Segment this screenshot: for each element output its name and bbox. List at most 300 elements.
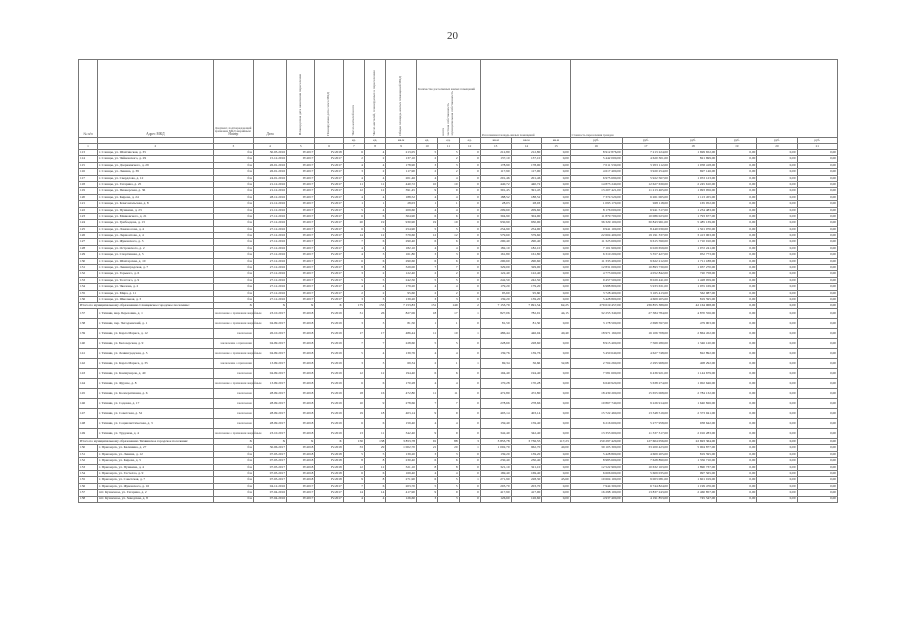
- table-cell: 144: [79, 379, 98, 389]
- table-cell: 5: [416, 277, 437, 283]
- table-cell: 0,00: [757, 258, 797, 264]
- table-cell: 12: [365, 188, 386, 194]
- table-cell: 5: [416, 150, 437, 156]
- table-cell: IV.2017: [315, 490, 343, 496]
- table-cell: 27.12.2016: [253, 284, 286, 290]
- table-cell: 0,00: [797, 319, 837, 329]
- table-cell: 12: [365, 233, 386, 239]
- address-cell: г. Сланцы, ул. Чкалова, д. 2: [97, 284, 213, 290]
- column-number-cell: 12: [459, 144, 480, 150]
- table-cell: 0: [459, 220, 480, 226]
- table-cell: б/н: [213, 252, 253, 258]
- table-cell: 0,00: [542, 451, 570, 457]
- table-cell: заключение о признании аварийным: [213, 349, 253, 359]
- header-residents-plan: [365, 60, 386, 138]
- table-cell: 24.01.2016: [253, 175, 286, 181]
- table-cell: IV.2017: [315, 213, 343, 219]
- table-cell: 3 165 413,00: [622, 290, 669, 296]
- table-cell: б/н: [213, 169, 253, 175]
- table-cell: 04.09.2017: [253, 319, 286, 329]
- table-cell: 0,00: [797, 379, 837, 389]
- table-cell: 2: [416, 290, 437, 296]
- table-cell: 230,40: [511, 458, 542, 464]
- table-row: [79, 429, 838, 439]
- table-cell: 6 975 690,00: [570, 175, 622, 181]
- table-cell: 745 547,00: [669, 496, 716, 502]
- table-cell: 0,00: [542, 379, 570, 389]
- table-cell: 9 003 081,00: [622, 477, 669, 483]
- table-cell: 230,40: [386, 458, 417, 464]
- table-cell: IV.2018: [315, 464, 343, 470]
- table-cell: 146: [79, 399, 98, 409]
- table-cell: заключение: [213, 389, 253, 399]
- subtotal-cell: X: [315, 439, 343, 445]
- table-cell: IV.2018: [287, 339, 315, 349]
- address-cell: г. Приозерск, ул. Жуковского, д. 16: [97, 483, 213, 489]
- table-cell: 137,10: [511, 156, 542, 162]
- table-cell: IV.2017: [287, 483, 315, 489]
- table-cell: б/н: [213, 207, 253, 213]
- table-cell: 2: [365, 169, 386, 175]
- table-cell: 16 298 100,00: [570, 490, 622, 496]
- table-cell: IV.2018: [287, 419, 315, 429]
- table-cell: 2: [343, 156, 364, 162]
- table-cell: IV.2017: [315, 496, 343, 502]
- table-cell: 6: [365, 258, 386, 264]
- address-cell: г. Тихвин, ул. Трудовая, д. 4: [97, 429, 213, 439]
- table-cell: 116: [79, 169, 98, 175]
- column-number-cell: 20: [757, 144, 797, 150]
- table-cell: IV.2017: [287, 156, 315, 162]
- table-cell: 938 642,00: [669, 419, 716, 429]
- table-cell: IV.2017: [287, 265, 315, 271]
- table-cell: 0,00: [717, 162, 757, 168]
- table-cell: 4: [365, 496, 386, 502]
- subtotal-cell: 3 853,78: [386, 439, 417, 445]
- table-cell: 0,00: [757, 233, 797, 239]
- table-cell: 1 002,70: [386, 445, 417, 451]
- table-cell: 9 615 590,00: [622, 239, 669, 245]
- table-cell: 0,00: [717, 429, 757, 439]
- table-cell: 137,10: [386, 156, 417, 162]
- subtotal-cell: X: [287, 439, 315, 445]
- table-cell: 4: [416, 175, 437, 181]
- address-cell: г. Сланцы, ул. Лермонтова, д. 4: [97, 233, 213, 239]
- table-cell: 0,00: [542, 349, 570, 359]
- table-cell: 486,44: [386, 329, 417, 339]
- table-cell: б/н: [213, 464, 253, 470]
- table-cell: б/н: [213, 477, 253, 483]
- table-cell: 0,00: [542, 245, 570, 251]
- table-cell: 213,05: [386, 150, 417, 156]
- table-cell: 0,00: [717, 389, 757, 399]
- table-cell: 2 295 968,00: [622, 359, 669, 369]
- table-cell: 8 915 400,00: [570, 339, 622, 349]
- table-cell: 0,00: [757, 239, 797, 245]
- table-cell: 0,00: [797, 169, 837, 175]
- table-cell: 44,15: [542, 309, 570, 319]
- table-cell: 114: [79, 156, 98, 162]
- table-cell: 486,44: [480, 329, 511, 339]
- table-cell: заключение: [213, 399, 253, 409]
- table-cell: 0,00: [757, 271, 797, 277]
- table-cell: 4 620 301,00: [622, 156, 669, 162]
- table-cell: 403,14: [480, 409, 511, 419]
- table-cell: 4: [343, 194, 364, 200]
- table-cell: 827,06: [480, 309, 511, 319]
- table-cell: 0: [459, 277, 480, 283]
- column-number-cell: 4: [253, 144, 286, 150]
- header-rooms-total: всего: [441, 127, 446, 136]
- table-cell: 254,90: [480, 226, 511, 232]
- table-cell: 2: [365, 290, 386, 296]
- table-cell: 1 002,70: [480, 445, 511, 451]
- table-cell: 4: [438, 379, 459, 389]
- table-cell: 04.09.2017: [253, 349, 286, 359]
- table-cell: 28,03: [480, 201, 511, 207]
- table-cell: 1 601 019,00: [669, 477, 716, 483]
- table-cell: 4: [365, 284, 386, 290]
- table-cell: 95,60: [511, 290, 542, 296]
- table-cell: 0,00: [542, 429, 570, 439]
- table-cell: 139,20: [511, 296, 542, 302]
- table-cell: 1 937 270,00: [669, 265, 716, 271]
- table-cell: 0,00: [542, 213, 570, 219]
- table-cell: 278,66: [511, 399, 542, 409]
- table-cell: 133: [79, 277, 98, 283]
- table-cell: 0,00: [797, 451, 837, 457]
- table-cell: заключение о признании аварийным: [213, 309, 253, 319]
- table-cell: 1 640 826,00: [669, 399, 716, 409]
- table-cell: IV.2019: [315, 409, 343, 419]
- table-cell: 4: [438, 194, 459, 200]
- header-cost-group-text: Стоимость переселения граждан: [571, 133, 614, 137]
- table-cell: б/н: [213, 277, 253, 283]
- table-cell: 0,00: [542, 389, 570, 399]
- address-cell: г. Сланцы, ул. Дзержинского, д. 29: [97, 162, 213, 168]
- table-cell: 203,70: [386, 483, 417, 489]
- table-cell: 27.12.2016: [253, 290, 286, 296]
- table-cell: 15.12.2016: [253, 156, 286, 162]
- table-cell: 21.12.2016: [253, 207, 286, 213]
- subtotal-cell: 150 297 420,00: [570, 439, 622, 445]
- table-cell: 254,90: [511, 226, 542, 232]
- table-cell: 0,00: [717, 181, 757, 187]
- table-cell: 04.09.2017: [253, 369, 286, 379]
- table-cell: 0,00: [542, 252, 570, 258]
- table-cell: 170,28: [386, 379, 417, 389]
- table-cell: 9 941 100,00: [570, 226, 622, 232]
- table-cell: 0,00: [797, 339, 837, 349]
- unit-cell: ед.: [459, 138, 480, 144]
- column-number-cell: 19: [717, 144, 757, 150]
- table-cell: 4: [343, 245, 364, 251]
- table-cell: IV.2017: [287, 169, 315, 175]
- table-cell: б/н: [213, 226, 253, 232]
- table-cell: 130: [79, 258, 98, 264]
- table-cell: IV.2017: [287, 207, 315, 213]
- table-cell: 2: [416, 271, 437, 277]
- table-cell: 131: [79, 265, 98, 271]
- table-cell: 04.12.2016: [253, 483, 286, 489]
- table-cell: б/н: [213, 233, 253, 239]
- table-cell: 27.12.2016: [253, 245, 286, 251]
- subtotal-cell: X: [253, 439, 286, 445]
- table-cell: 0,00: [757, 213, 797, 219]
- subtotal-cell: 138: [365, 439, 386, 445]
- table-cell: 182,10: [386, 245, 417, 251]
- table-cell: 07.03.2017: [253, 477, 286, 483]
- table-cell: 0,00: [757, 169, 797, 175]
- table-cell: IV.2018: [287, 409, 315, 419]
- table-cell: 0,00: [797, 464, 837, 470]
- table-cell: 32,68: [542, 359, 570, 369]
- table-cell: 135: [79, 290, 98, 296]
- table-cell: IV.2017: [315, 239, 343, 245]
- table-cell: б/н: [213, 490, 253, 496]
- table-cell: 1 993 956,00: [669, 188, 716, 194]
- table-cell: 4: [416, 379, 437, 389]
- table-cell: 139: [79, 329, 98, 339]
- table-cell: б/н: [213, 156, 253, 162]
- table-cell: 141: [79, 349, 98, 359]
- column-number-cell: 13: [480, 144, 511, 150]
- table-cell: IV.2018: [287, 349, 315, 359]
- table-cell: 0,00: [757, 477, 797, 483]
- table-cell: 36,66: [511, 359, 542, 369]
- table-cell: 0,00: [542, 284, 570, 290]
- table-cell: 1: [416, 201, 437, 207]
- subtotal-cell: 127 604 056,00: [622, 439, 669, 445]
- table-cell: 403,14: [511, 409, 542, 419]
- table-cell: IV.2018: [287, 379, 315, 389]
- table-cell: 11: [365, 429, 386, 439]
- table-cell: 154: [79, 470, 98, 476]
- table-cell: 7: [438, 265, 459, 271]
- table-cell: 6 744 824,00: [622, 483, 669, 489]
- table-cell: 10 632 163,00: [622, 464, 669, 470]
- table-cell: 472,80: [480, 389, 511, 399]
- page-number: 20: [447, 30, 458, 42]
- table-cell: 126,60: [511, 496, 542, 502]
- table-row: [79, 319, 838, 329]
- table-cell: 321,10: [386, 464, 417, 470]
- table-cell: 0,00: [797, 271, 837, 277]
- table-row: [79, 496, 838, 502]
- table-cell: 26.10.2017: [253, 329, 286, 339]
- table-cell: 33 200 423,00: [622, 445, 669, 451]
- table-cell: 0: [459, 451, 480, 457]
- column-number-cell: 10: [416, 144, 437, 150]
- table-cell: 0,00: [757, 483, 797, 489]
- table-cell: 13: [343, 429, 364, 439]
- table-cell: 123: [79, 213, 98, 219]
- table-cell: IV.2017: [315, 181, 343, 187]
- column-number-cell: 15: [542, 144, 570, 150]
- table-cell: 21.12.2016: [253, 188, 286, 194]
- table-cell: 930,90: [480, 220, 511, 226]
- table-cell: 0,00: [717, 379, 757, 389]
- column-number-cell: 3: [213, 144, 253, 150]
- subtotal-cell: 2: [459, 303, 480, 309]
- subtotal-cell: X: [213, 439, 253, 445]
- table-row: [79, 329, 838, 339]
- table-cell: 952 773,00: [669, 252, 716, 258]
- table-cell: IV.2018: [315, 451, 343, 457]
- table-cell: б/н: [213, 451, 253, 457]
- table-cell: 28.12.2016: [253, 194, 286, 200]
- table-cell: заключение: [213, 419, 253, 429]
- column-number-cell: 9: [386, 144, 417, 150]
- address-cell: г. Приозерск, ул. Советская, д. 7: [97, 477, 213, 483]
- table-cell: б/н: [213, 271, 253, 277]
- table-cell: 40,00: [542, 445, 570, 451]
- table-cell: IV.2018: [287, 389, 315, 399]
- table-cell: IV.2019: [315, 319, 343, 329]
- table-cell: 10: [438, 181, 459, 187]
- table-cell: 95,60: [386, 290, 417, 296]
- subtotal-cell: 3 736,55: [511, 439, 542, 445]
- table-cell: 4: [343, 496, 364, 502]
- table-cell: 0,00: [757, 265, 797, 271]
- table-cell: 819 595,00: [669, 451, 716, 457]
- table-cell: б/н: [213, 181, 253, 187]
- table-cell: 3: [365, 252, 386, 258]
- table-cell: 7 101 900,00: [570, 245, 622, 251]
- table-cell: 0,00: [797, 207, 837, 213]
- table-cell: 3: [343, 319, 364, 329]
- table-cell: 0,00: [542, 181, 570, 187]
- address-cell: г. Тихвин, ул. Белозерская, д. 9: [97, 339, 213, 349]
- table-cell: 0: [459, 339, 480, 349]
- table-cell: 0,00: [717, 290, 757, 296]
- table-cell: 0: [459, 162, 480, 168]
- table-cell: 9: [438, 490, 459, 496]
- table-cell: 5: [365, 277, 386, 283]
- table-cell: 115: [79, 162, 98, 168]
- table-cell: 0: [459, 239, 480, 245]
- table-cell: 8: [416, 464, 437, 470]
- table-cell: 9: [416, 429, 437, 439]
- table-cell: 201,46: [511, 175, 542, 181]
- address-cell: г. Тихвин, ул. Ленинградская, д. 5: [97, 349, 213, 359]
- subtotal-label: Итого по муниципальному образованию Сланцевское городское поселение:: [79, 303, 214, 309]
- table-cell: 209,60: [480, 207, 511, 213]
- table-cell: 2: [416, 169, 437, 175]
- table-cell: 139,76: [511, 349, 542, 359]
- header-rooms-private: частная собственность: [445, 102, 450, 136]
- table-cell: 6: [365, 483, 386, 489]
- table-cell: 14: [343, 490, 364, 496]
- table-cell: 179,20: [511, 284, 542, 290]
- table-cell: 1: [343, 201, 364, 207]
- table-cell: 417,90: [386, 490, 417, 496]
- table-cell: 139,20: [480, 451, 511, 457]
- table-cell: 228,60: [480, 339, 511, 349]
- table-cell: 10 893 730,00: [622, 265, 669, 271]
- table-cell: 0: [459, 319, 480, 329]
- table-cell: 0,00: [717, 490, 757, 496]
- table-cell: 271,90: [480, 477, 511, 483]
- table-cell: 139,20: [386, 451, 417, 457]
- table-cell: 228,60: [386, 339, 417, 349]
- address-cell: г. Тихвин, мкр. Березовик, д. 1: [97, 309, 213, 319]
- table-cell: 26.01.2016: [253, 169, 286, 175]
- table-cell: 342,40: [480, 429, 511, 439]
- unit-cell: ед.: [343, 138, 364, 144]
- table-cell: IV.2017: [315, 201, 343, 207]
- table-cell: 4: [438, 245, 459, 251]
- table-cell: 169,40: [480, 470, 511, 476]
- table-cell: 329,00: [511, 265, 542, 271]
- subtotal-cell: X: [287, 303, 315, 309]
- table-cell: 0,00: [717, 319, 757, 329]
- table-cell: 0,00: [717, 271, 757, 277]
- table-cell: 170,28: [511, 379, 542, 389]
- table-cell: 278,66: [386, 399, 417, 409]
- table-cell: 6: [438, 458, 459, 464]
- table-cell: 27.12.2016: [253, 258, 286, 264]
- table-cell: IV.2017: [287, 296, 315, 302]
- table-cell: 0: [459, 496, 480, 502]
- table-cell: 3: [343, 271, 364, 277]
- table-cell: 11: [438, 389, 459, 399]
- table-cell: 0,00: [542, 162, 570, 168]
- table-cell: 212,80: [480, 150, 511, 156]
- table-cell: б/н: [213, 239, 253, 245]
- table-cell: 3 178 500,00: [570, 319, 622, 329]
- address-cell: г. Сланцы, ул. Гагарина, д. 25: [97, 181, 213, 187]
- table-cell: 43,60: [542, 477, 570, 483]
- table-cell: 147: [79, 409, 98, 419]
- table-cell: IV.2018: [287, 429, 315, 439]
- table-cell: б/н: [213, 245, 253, 251]
- table-cell: IV.2017: [315, 162, 343, 168]
- table-cell: 242,50: [511, 277, 542, 283]
- subtotal-cell: 3: [459, 439, 480, 445]
- table-cell: 0,00: [717, 188, 757, 194]
- table-cell: 4 937 400,00: [570, 496, 622, 502]
- table-cell: 254,90: [386, 226, 417, 232]
- table-cell: 1 058 418,00: [669, 162, 716, 168]
- table-cell: IV.2017: [315, 245, 343, 251]
- table-cell: 0,00: [717, 201, 757, 207]
- table-cell: IV.2018: [315, 458, 343, 464]
- table-cell: 0,00: [717, 265, 757, 271]
- table-cell: 209,60: [511, 207, 542, 213]
- table-cell: 0: [459, 226, 480, 232]
- table-cell: 6: [343, 226, 364, 232]
- header-residents: [343, 60, 364, 138]
- table-cell: 12: [343, 464, 364, 470]
- address-cell: г. Сланцы, ул. Ленина, д. 39: [97, 169, 213, 175]
- table-cell: 165 052,00: [669, 201, 716, 207]
- table-cell: 0,00: [757, 458, 797, 464]
- table-cell: 4: [438, 284, 459, 290]
- table-cell: 139,20: [511, 451, 542, 457]
- subtotal-cell: 0,00: [797, 303, 837, 309]
- header-planned-end: [287, 60, 315, 138]
- table-cell: 15 655 068,00: [622, 389, 669, 399]
- table-cell: 138: [79, 319, 98, 329]
- table-cell: 4: [365, 150, 386, 156]
- document-sheet: [78, 59, 838, 581]
- table-cell: 0,00: [542, 458, 570, 464]
- table-cell: 304,90: [386, 213, 417, 219]
- table-cell: 417,90: [480, 490, 511, 496]
- table-cell: IV.2017: [315, 220, 343, 226]
- table-cell: 290,60: [480, 258, 511, 264]
